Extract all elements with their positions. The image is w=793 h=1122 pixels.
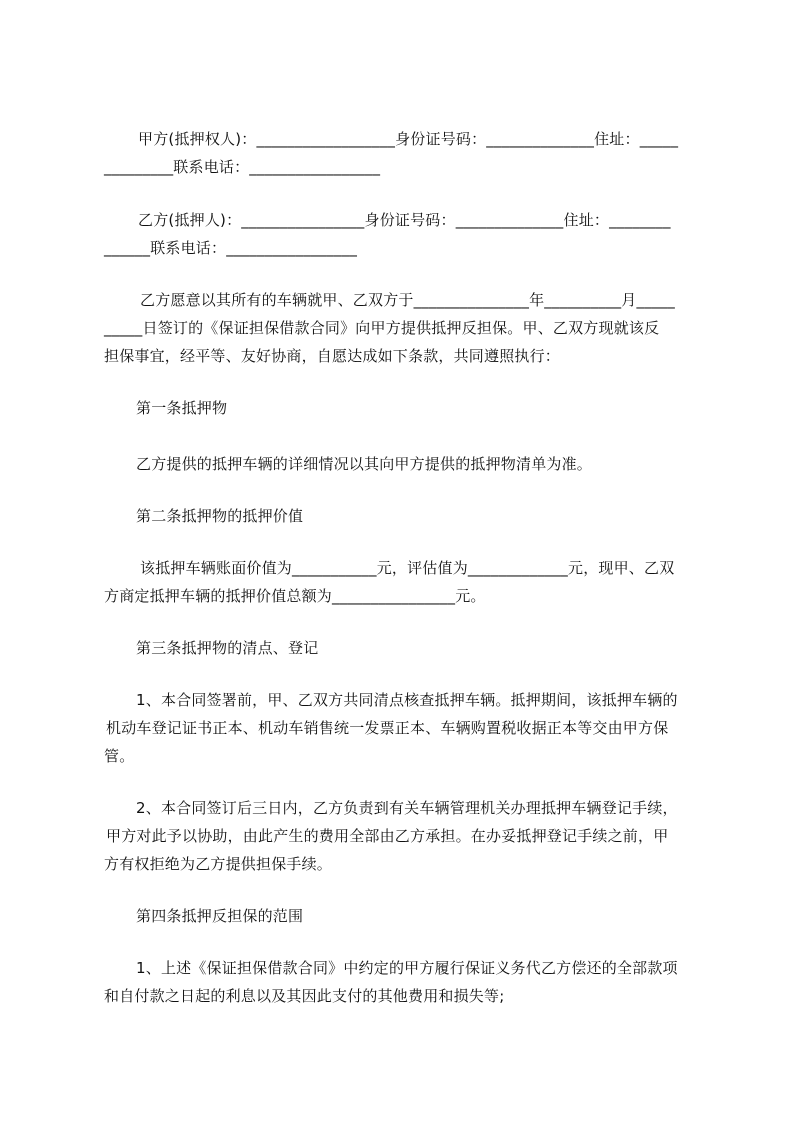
article-3-item-1-line-2: 机动车登记证书正本、机动车销售统一发票正本、车辆购置税收据正本等交由甲方保 — [106, 719, 669, 737]
intro-line-2: _____日签订的《保证担保借款合同》向甲方提供抵押反担保。甲、乙双方现就该反 — [104, 319, 660, 337]
party-a-line-1: 甲方(抵押权人)：__________________身份证号码：______________住址：_____ — [138, 130, 679, 148]
intro-line-3: 担保事宜，经平等、友好协商，自愿达成如下条款，共同遵照执行： — [104, 347, 561, 365]
article-3-item-2-line-3: 方有权拒绝为乙方提供担保手续。 — [104, 855, 333, 873]
article-2-body-2: 方商定抵押车辆的抵押价值总额为________________元。 — [104, 587, 486, 605]
article-2-heading: 第二条抵押物的抵押价值 — [136, 507, 304, 525]
article-4-item-1-line-1: 1、上述《保证担保借款合同》中约定的甲方履行保证义务代乙方偿还的全部款项 — [136, 959, 678, 977]
party-a-line-2: _________联系电话：_________________ — [104, 158, 381, 176]
article-3-heading: 第三条抵押物的清点、登记 — [136, 639, 319, 657]
party-b-line-1: 乙方(抵押人)：________________身份证号码：______________住址：________ — [138, 211, 671, 229]
article-3-item-2-line-1: 2、本合同签订后三日内，乙方负责到有关车辆管理机关办理抵押车辆登记手续， — [136, 799, 678, 817]
article-4-item-1-line-2: 和自付款之日起的利息以及其因此支付的其他费用和损失等; — [104, 987, 505, 1005]
article-1-body: 乙方提供的抵押车辆的详细情况以其向甲方提供的抵押物清单为准。 — [136, 455, 593, 473]
article-1-heading: 第一条抵押物 — [136, 399, 228, 417]
intro-line-1: 乙方愿意以其所有的车辆就甲、乙双方于_______________年__________月_____ — [140, 291, 676, 309]
article-2-body-1: 该抵押车辆账面价值为___________元，评估值为_____________元，现甲、乙双 — [140, 559, 675, 577]
article-3-item-1-line-3: 管。 — [104, 747, 135, 765]
article-3-item-2-line-2: 甲方对此予以协助，由此产生的费用全部由乙方承担。在办妥抵押登记手续之前，甲 — [106, 827, 669, 845]
party-b-line-2: ______联系电话：_________________ — [104, 239, 358, 257]
article-4-heading: 第四条抵押反担保的范围 — [136, 907, 304, 925]
article-3-item-1-line-1: 1、本合同签署前，甲、乙双方共同清点核查抵押车辆。抵押期间，该抵押车辆的 — [136, 691, 678, 709]
